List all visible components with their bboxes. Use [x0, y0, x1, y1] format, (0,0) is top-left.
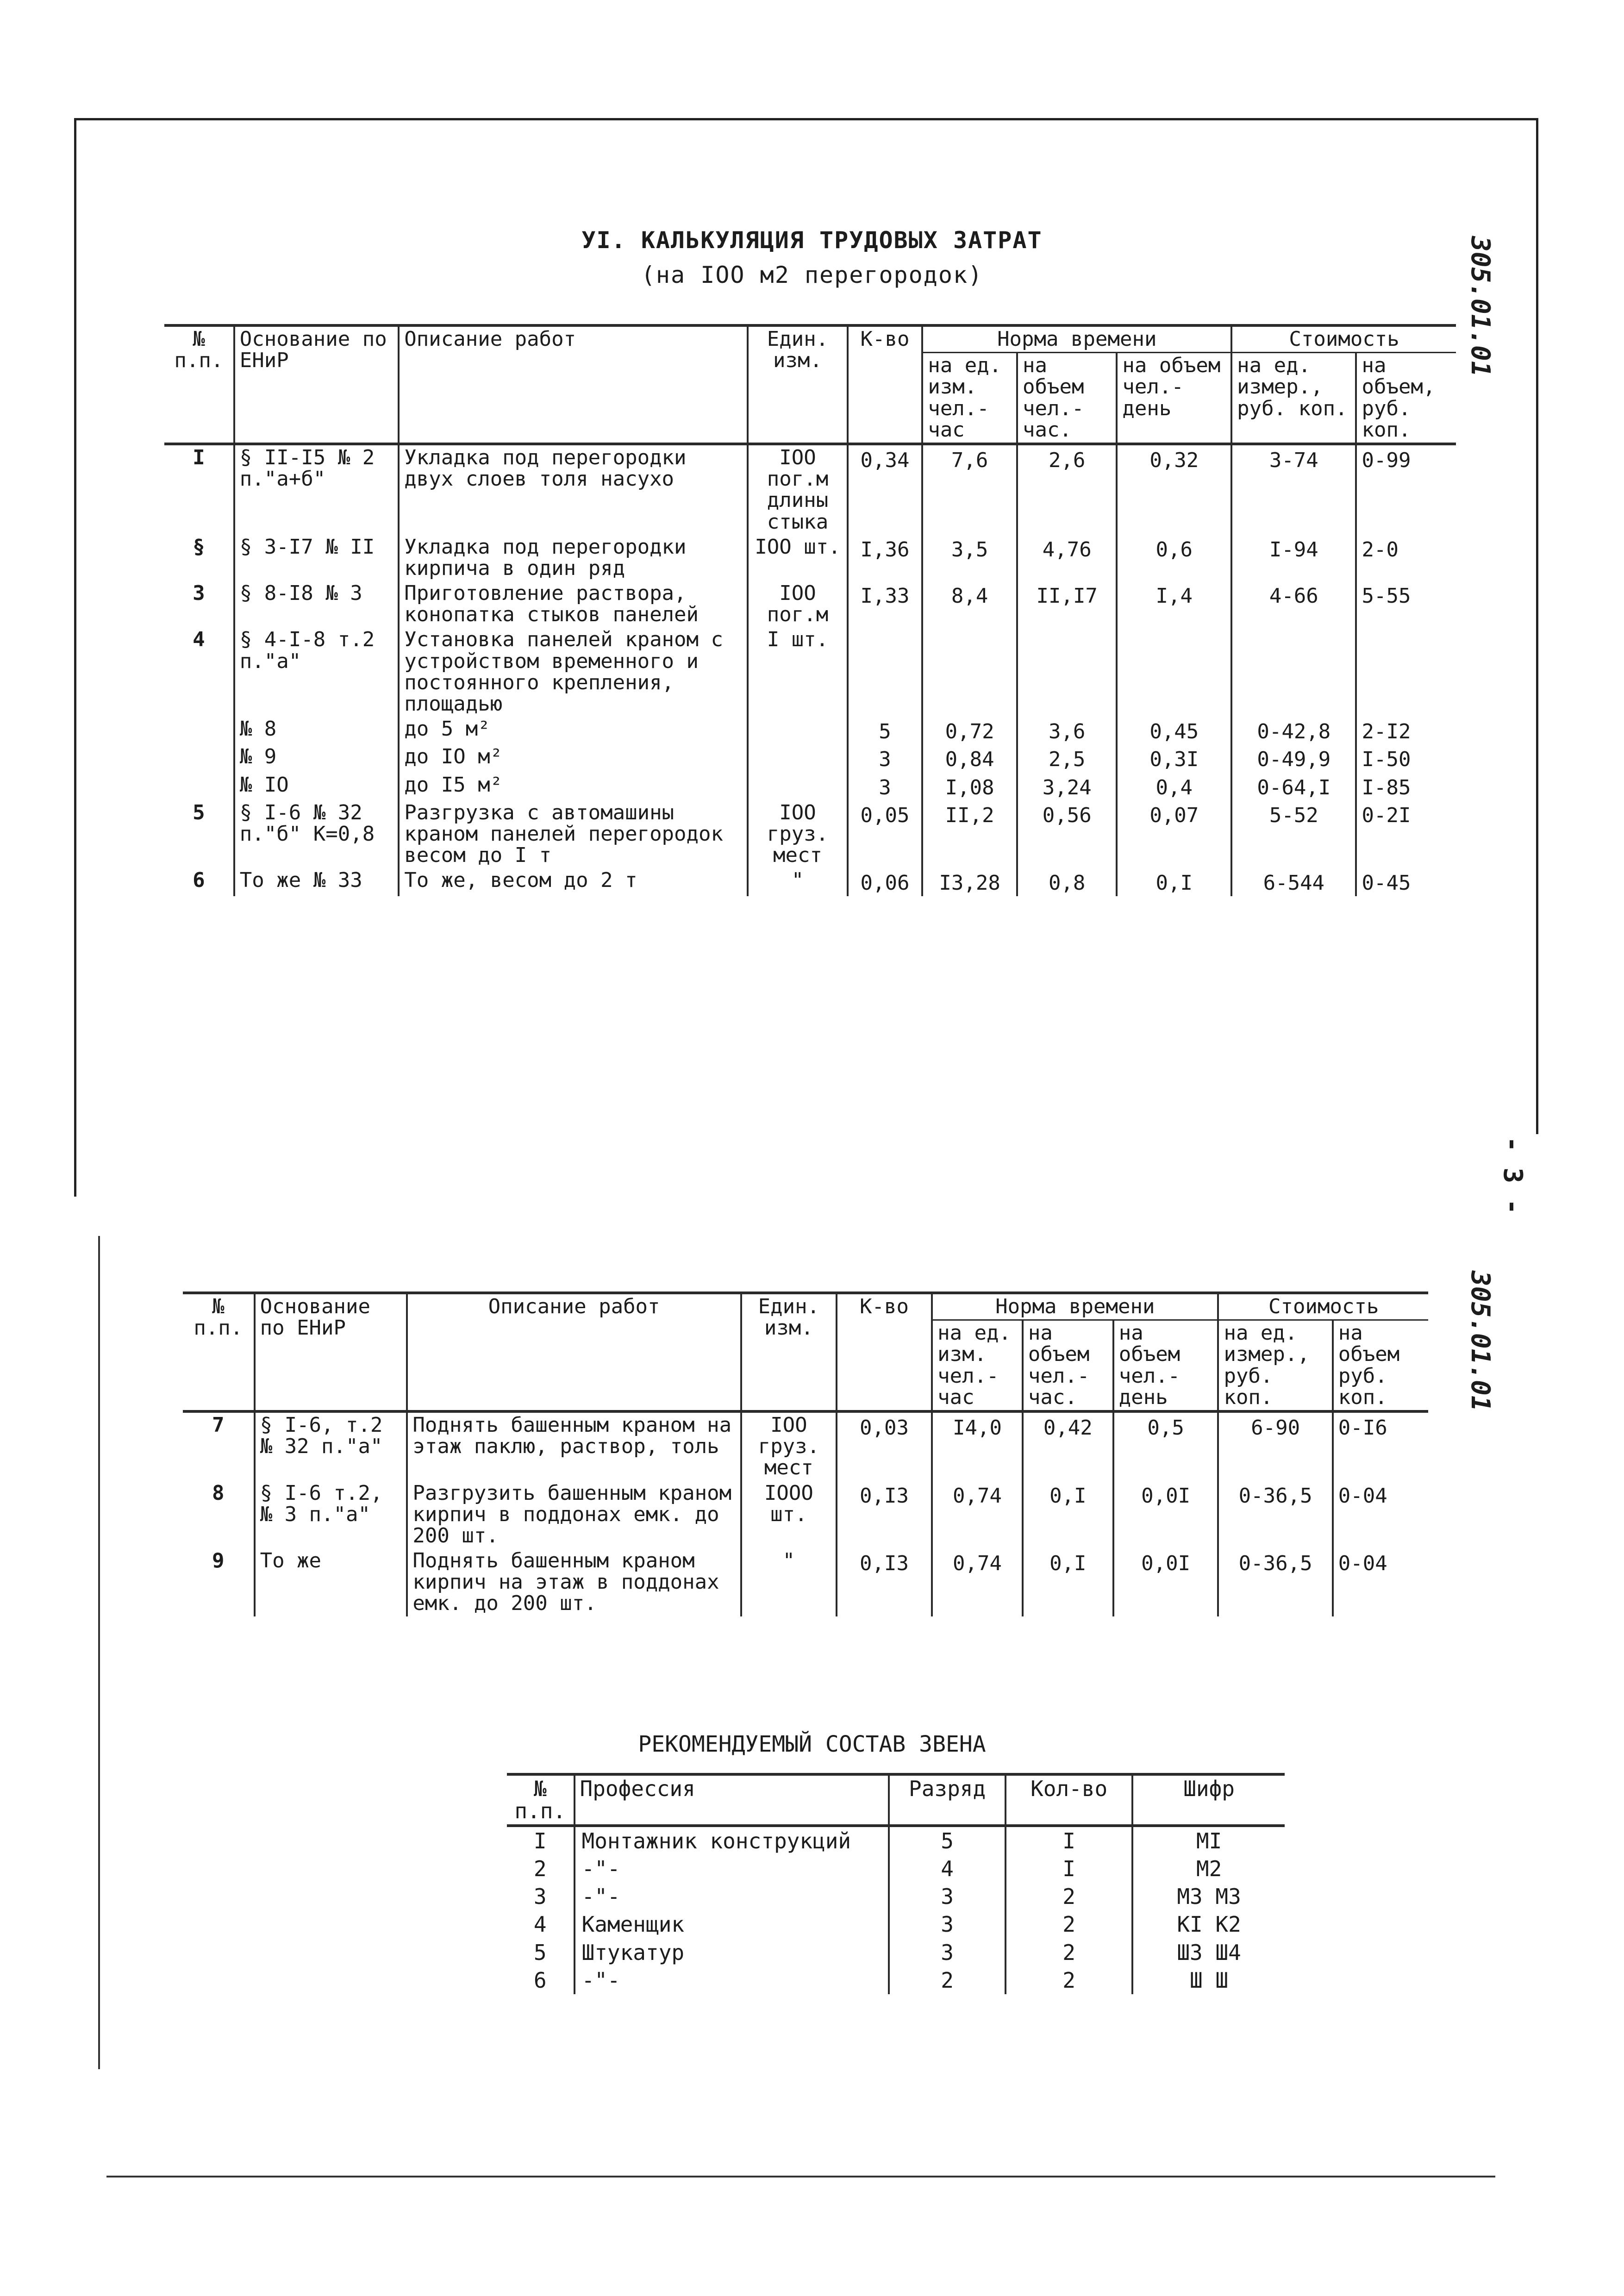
- row-unit: ": [741, 1548, 837, 1616]
- row-norm-unit: I,08: [922, 773, 1017, 800]
- crew-row: [507, 1910, 1285, 1938]
- row-description: до 5 м²: [399, 717, 748, 744]
- row-description: Укладка под перегородки двух слоев толя насухо: [399, 444, 748, 535]
- crew-profession: Монтажник конструкций: [575, 1826, 889, 1855]
- row-norm-unit: 3,5: [922, 535, 1017, 581]
- crew-grade: 3: [889, 1939, 1006, 1966]
- crew-profession: -"-: [575, 1855, 889, 1883]
- row-quantity: 0,I3: [837, 1481, 932, 1549]
- header2-norm-vol-day: на объем чел.-день: [1113, 1320, 1218, 1411]
- row-norm-volume-hours: 3,6: [1017, 717, 1117, 744]
- row-norm-unit: I3,28: [922, 868, 1017, 896]
- table-row: [164, 444, 1456, 535]
- row-cost-unit: 0-64,I: [1231, 773, 1356, 800]
- row-norm-unit: [922, 627, 1017, 717]
- table-row: [164, 744, 1456, 772]
- header-unit: Един. изм.: [748, 325, 847, 444]
- side-code-bottom: 305.01.01: [1465, 1271, 1495, 1411]
- row-cost-volume: [1356, 627, 1456, 717]
- row-cost-volume: 0-04: [1333, 1481, 1428, 1549]
- row-description: до IO м²: [399, 744, 748, 772]
- crew-code: М3 М3: [1132, 1883, 1285, 1910]
- row-number: 8: [212, 1481, 225, 1505]
- row-description: Поднять башенным краном на этаж паклю, раствор, толь: [407, 1411, 741, 1481]
- row-description: Приготовление раствора, конопатка стыков панелей: [399, 581, 748, 627]
- row-cost-unit: 6-544: [1231, 868, 1356, 896]
- crew-header-profession: Профессия: [575, 1774, 889, 1826]
- row-description: до I5 м²: [399, 773, 748, 800]
- crew-number: 5: [533, 1940, 547, 1965]
- crew-grade: 3: [889, 1883, 1006, 1910]
- crew-count: 2: [1006, 1939, 1132, 1966]
- row-norm-volume-days: 0,0I: [1113, 1481, 1218, 1549]
- header-cost-vol: на объем, руб. коп.: [1356, 353, 1456, 444]
- crew-table: [507, 1773, 1285, 1994]
- row-basis: § I-6, т.2 № 32 п."а": [255, 1411, 407, 1481]
- row-norm-volume-days: 0,I: [1117, 868, 1231, 896]
- header-norm-vol-day: на объем чел.-день: [1117, 353, 1231, 444]
- crew-header-count: Кол-во: [1006, 1774, 1132, 1826]
- row-norm-volume-hours: [1017, 627, 1117, 717]
- row-cost-unit: [1231, 627, 1356, 717]
- crew-number: 3: [533, 1884, 547, 1909]
- row-quantity: 3: [848, 773, 923, 800]
- row-norm-volume-days: 0,32: [1117, 444, 1231, 535]
- row-norm-volume-days: 0,45: [1117, 717, 1231, 744]
- row-norm-volume-hours: 0,8: [1017, 868, 1117, 896]
- row-cost-volume: 0-45: [1356, 868, 1456, 896]
- header2-qty: К-во: [837, 1293, 932, 1411]
- crew-number: 4: [533, 1912, 547, 1937]
- row-description: Установка панелей краном с устройством временного и постоянного крепления, площадью: [399, 627, 748, 717]
- crew-number: 6: [533, 1968, 547, 1993]
- row-basis: № IO: [234, 773, 399, 800]
- row-basis: То же № 33: [234, 868, 399, 896]
- row-description: То же, весом до 2 т: [399, 868, 748, 896]
- header-desc: Описание работ: [399, 325, 748, 444]
- row-description: Разгрузка с автомашины краном панелей перегородок весом до I т: [399, 800, 748, 868]
- row-quantity: I,36: [848, 535, 923, 581]
- row-norm-volume-hours: 4,76: [1017, 535, 1117, 581]
- row-number: 3: [193, 581, 205, 605]
- row-number: [164, 744, 234, 772]
- crew-count: 2: [1006, 1910, 1132, 1938]
- row-quantity: 0,06: [848, 868, 923, 896]
- row-norm-volume-days: 0,6: [1117, 535, 1231, 581]
- crew-profession: Штукатур: [575, 1939, 889, 1966]
- header-cost-unit: на ед. измер., руб. коп.: [1231, 353, 1356, 444]
- table-row: [164, 868, 1456, 896]
- frame-left-line-lower: [98, 1236, 100, 2069]
- crew-code: МI: [1132, 1826, 1285, 1855]
- row-unit: IOO пог.м длины стыка: [748, 444, 847, 535]
- row-norm-volume-hours: II,I7: [1017, 581, 1117, 627]
- row-norm-unit: I4,0: [932, 1411, 1023, 1481]
- page-number: - 3 -: [1498, 1136, 1528, 1215]
- row-quantity: 5: [848, 717, 923, 744]
- row-unit: [748, 773, 847, 800]
- row-unit: IOO груз. мест: [748, 800, 847, 868]
- header2-unit: Един. изм.: [741, 1293, 837, 1411]
- row-norm-volume-hours: 3,24: [1017, 773, 1117, 800]
- crew-code: Ш3 Ш4: [1132, 1939, 1285, 1966]
- row-unit: IOOO шт.: [741, 1481, 837, 1549]
- row-number: 4: [193, 628, 205, 652]
- row-norm-volume-days: [1117, 627, 1231, 717]
- row-description: Поднять башенным краном кирпич на этаж в поддонах емк. до 200 шт.: [407, 1548, 741, 1616]
- table-row: [164, 581, 1456, 627]
- row-unit: IOO пог.м: [748, 581, 847, 627]
- row-cost-volume: I-85: [1356, 773, 1456, 800]
- row-number: 9: [212, 1549, 225, 1573]
- crew-grade: 3: [889, 1910, 1006, 1938]
- row-basis: № 9: [234, 744, 399, 772]
- row-norm-volume-days: I,4: [1117, 581, 1231, 627]
- header2-norm-vol-hr: на объем чел.-час.: [1023, 1320, 1113, 1411]
- header2-cost-unit: на ед. измер., руб. коп.: [1218, 1320, 1332, 1411]
- header2-desc: Описание работ: [407, 1293, 741, 1411]
- row-basis: § 3-I7 № II: [234, 535, 399, 581]
- header-norm-vol-hr: на объем чел.-час.: [1017, 353, 1117, 444]
- row-unit: [748, 717, 847, 744]
- row-cost-unit: I-94: [1231, 535, 1356, 581]
- crew-section-title: РЕКОМЕНДУЕМЫЙ СОСТАВ ЗВЕНА: [638, 1731, 986, 1757]
- row-unit: I шт.: [748, 627, 847, 717]
- row-cost-unit: 4-66: [1231, 581, 1356, 627]
- row-norm-volume-hours: 0,I: [1023, 1548, 1113, 1616]
- header2-norm-unit: на ед. изм. чел.-час: [932, 1320, 1023, 1411]
- header-norm-unit: на ед. изм. чел.-час: [922, 353, 1017, 444]
- crew-code: М2: [1132, 1855, 1285, 1883]
- row-norm-unit: 8,4: [922, 581, 1017, 627]
- crew-number: 2: [533, 1856, 547, 1881]
- row-basis: § II-I5 № 2 п."а+б": [234, 444, 399, 535]
- row-norm-unit: 0,74: [932, 1548, 1023, 1616]
- row-norm-unit: 0,84: [922, 744, 1017, 772]
- row-norm-volume-hours: 2,5: [1017, 744, 1117, 772]
- labor-cost-table-part2: [183, 1292, 1428, 1616]
- crew-header-grade: Разряд: [889, 1774, 1006, 1826]
- crew-count: I: [1006, 1855, 1132, 1883]
- row-cost-volume: I-50: [1356, 744, 1456, 772]
- row-unit: IOO груз. мест: [741, 1411, 837, 1481]
- table-row: [183, 1548, 1428, 1616]
- table-row: [164, 773, 1456, 800]
- row-cost-volume: 5-55: [1356, 581, 1456, 627]
- header-qty: К-во: [848, 325, 923, 444]
- row-basis: № 8: [234, 717, 399, 744]
- row-norm-volume-hours: 2,6: [1017, 444, 1117, 535]
- table-row: [164, 535, 1456, 581]
- crew-row: [507, 1855, 1285, 1883]
- row-cost-unit: 0-42,8: [1231, 717, 1356, 744]
- table-row: [183, 1481, 1428, 1549]
- row-cost-unit: 0-49,9: [1231, 744, 1356, 772]
- crew-grade: 5: [889, 1826, 1006, 1855]
- side-code-top: 305.01.01: [1465, 236, 1495, 377]
- row-norm-unit: 0,72: [922, 717, 1017, 744]
- crew-row: [507, 1966, 1285, 1994]
- row-cost-unit: 0-36,5: [1218, 1548, 1332, 1616]
- header2-cost-group: Стоимость: [1218, 1293, 1428, 1320]
- document-subtitle: (на IOO м2 перегородок): [641, 262, 983, 288]
- row-quantity: 0,05: [848, 800, 923, 868]
- header-num: № п.п.: [164, 325, 234, 444]
- row-number: [164, 773, 234, 800]
- row-cost-volume: 0-04: [1333, 1548, 1428, 1616]
- crew-row: [507, 1939, 1285, 1966]
- crew-count: I: [1006, 1826, 1132, 1855]
- row-basis: § 4-I-8 т.2 п."а": [234, 627, 399, 717]
- row-cost-volume: 0-2I: [1356, 800, 1456, 868]
- crew-count: 2: [1006, 1883, 1132, 1910]
- row-unit: ": [748, 868, 847, 896]
- row-number: [164, 717, 234, 744]
- row-basis: То же: [255, 1548, 407, 1616]
- document-title: УI. КАЛЬКУЛЯЦИЯ ТРУДОВЫХ ЗАТРАТ: [581, 227, 1043, 254]
- row-quantity: 0,34: [848, 444, 923, 535]
- crew-profession: -"-: [575, 1966, 889, 1994]
- row-number: 7: [212, 1413, 225, 1437]
- crew-number: I: [533, 1828, 547, 1853]
- crew-code: Ш Ш: [1132, 1966, 1285, 1994]
- table-row: [164, 627, 1456, 717]
- row-unit: IOO шт.: [748, 535, 847, 581]
- crew-profession: Каменщик: [575, 1910, 889, 1938]
- header2-num: № п.п.: [183, 1293, 255, 1411]
- row-basis: § I-6 т.2, № 3 п."а": [255, 1481, 407, 1549]
- row-number: 5: [193, 800, 205, 824]
- row-norm-volume-hours: 0,I: [1023, 1481, 1113, 1549]
- crew-profession: -"-: [575, 1883, 889, 1910]
- crew-header-code: Шифр: [1132, 1774, 1285, 1826]
- table-row: [183, 1411, 1428, 1481]
- crew-grade: 4: [889, 1855, 1006, 1883]
- row-description: Разгрузить башенным краном кирпич в поддонах емк. до 200 шт.: [407, 1481, 741, 1549]
- row-number: 6: [193, 868, 205, 892]
- header-basis: Основание по ЕНиР: [234, 325, 399, 444]
- row-norm-volume-days: 0,07: [1117, 800, 1231, 868]
- row-norm-volume-hours: 0,42: [1023, 1411, 1113, 1481]
- labor-cost-table-part1: [164, 324, 1456, 896]
- row-norm-unit: 7,6: [922, 444, 1017, 535]
- header-cost-group: Стоимость: [1231, 325, 1456, 353]
- row-norm-volume-days: 0,0I: [1113, 1548, 1218, 1616]
- crew-grade: 2: [889, 1966, 1006, 1994]
- row-norm-volume-days: 0,5: [1113, 1411, 1218, 1481]
- header2-cost-vol: на объем руб. коп.: [1333, 1320, 1428, 1411]
- row-cost-unit: 3-74: [1231, 444, 1356, 535]
- row-quantity: I,33: [848, 581, 923, 627]
- row-description: Укладка под перегородки кирпича в один ряд: [399, 535, 748, 581]
- crew-header-num: № п.п.: [507, 1774, 575, 1826]
- row-number: I: [193, 445, 205, 469]
- row-quantity: 3: [848, 744, 923, 772]
- row-basis: § I-6 № 32 п."б" К=0,8: [234, 800, 399, 868]
- row-basis: § 8-I8 № 3: [234, 581, 399, 627]
- row-quantity: 0,03: [837, 1411, 932, 1481]
- row-cost-unit: 0-36,5: [1218, 1481, 1332, 1549]
- header2-norm-group: Норма времени: [932, 1293, 1218, 1320]
- header-norm-group: Норма времени: [922, 325, 1231, 353]
- table-row: [164, 800, 1456, 868]
- row-cost-volume: 0-99: [1356, 444, 1456, 535]
- row-cost-unit: 5-52: [1231, 800, 1356, 868]
- row-norm-volume-hours: 0,56: [1017, 800, 1117, 868]
- row-cost-volume: 0-I6: [1333, 1411, 1428, 1481]
- row-cost-unit: 6-90: [1218, 1411, 1332, 1481]
- crew-count: 2: [1006, 1966, 1132, 1994]
- table-row: [164, 717, 1456, 744]
- row-norm-unit: II,2: [922, 800, 1017, 868]
- row-quantity: [848, 627, 923, 717]
- row-norm-unit: 0,74: [932, 1481, 1023, 1549]
- crew-row: [507, 1883, 1285, 1910]
- crew-row: [507, 1826, 1285, 1855]
- row-norm-volume-days: 0,3I: [1117, 744, 1231, 772]
- row-norm-volume-days: 0,4: [1117, 773, 1231, 800]
- row-quantity: 0,I3: [837, 1548, 932, 1616]
- frame-bottom-line: [106, 2176, 1495, 2177]
- row-cost-volume: 2-0: [1356, 535, 1456, 581]
- crew-code: КI К2: [1132, 1910, 1285, 1938]
- row-number: §: [193, 535, 205, 559]
- frame-top-line: [74, 118, 1537, 120]
- row-cost-volume: 2-I2: [1356, 717, 1456, 744]
- header2-basis: Основание по ЕНиР: [255, 1293, 407, 1411]
- row-unit: [748, 744, 847, 772]
